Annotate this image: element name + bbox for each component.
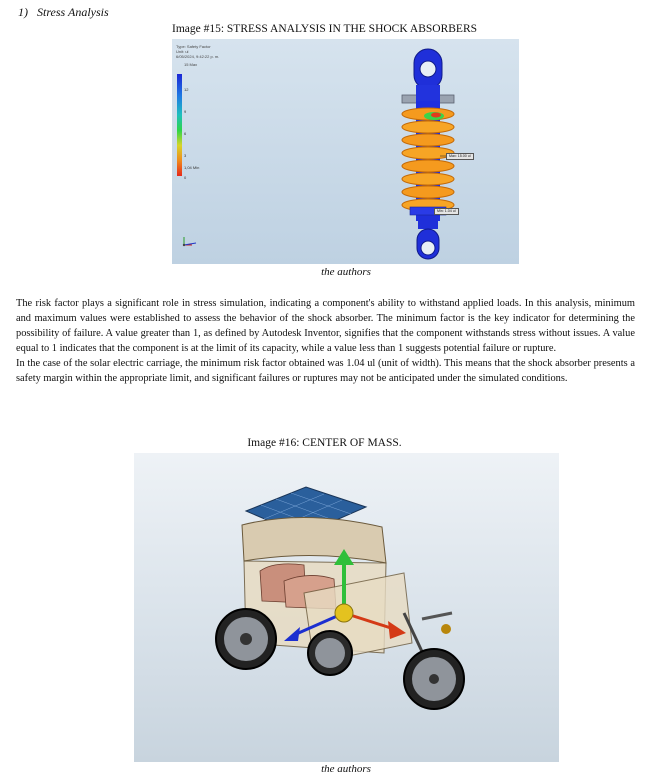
body-text <box>16 296 635 386</box>
legend-tick: 3 <box>184 153 187 158</box>
min-value-tag: Min: 1.04 ul <box>434 208 459 215</box>
figure-15-source: the authors <box>321 266 371 278</box>
legend-date: 6/05/2024, 9:42:22 p. m. <box>176 54 220 59</box>
figure-16-source: the authors <box>321 763 371 775</box>
legend-tick: 9 <box>184 109 187 114</box>
legend-tick: 1,04 Min <box>184 165 200 170</box>
stress-analysis-image <box>172 39 519 264</box>
legend-type: Type: Safety Factor <box>176 44 211 49</box>
legend-unit: Unit: ul <box>176 49 189 54</box>
electric-carriage-model <box>134 453 559 762</box>
figure-16-caption: Image #16: CENTER OF MASS. <box>247 437 402 449</box>
paragraph: The risk factor plays a significant role in stress simulation, indicating a component's ability to withstand applied loads. In this analysis, minimum and maximum values were established to assess the behavior of the shock absorber. The minimum factor is the key indicator for determining the possibility of failure. A value greater than 1, as defined by Autodesk Inventor, signifies that the component withstands stress without issues. A value equal to 1 indicates that the component is at the limit of its capacity, while a value less than 1 suggests potential failure or rupture. <box>16 298 635 354</box>
shock-absorber-model <box>172 39 519 264</box>
legend-tick: 0 <box>184 175 187 180</box>
paragraph: In the case of the solar electric carriage, the minimum risk factor obtained was 1.04 ul (unit of width). This means that the shock absorber presents a safety margin within the appropriate limit, and significant failures or ruptures may not be anticipated under the simulated conditions. <box>16 358 635 384</box>
legend-max: 15 Max <box>184 62 198 67</box>
legend-tick: 12 <box>184 87 189 92</box>
figure-15-caption: Image #15: STRESS ANALYSIS IN THE SHOCK ABSORBERS <box>171 23 478 35</box>
section-heading: 1) Stress Analysis <box>18 5 109 19</box>
max-value-tag: Max: 15.00 ul <box>446 153 474 160</box>
center-of-mass-image <box>134 453 559 762</box>
legend-tick: 6 <box>184 131 187 136</box>
